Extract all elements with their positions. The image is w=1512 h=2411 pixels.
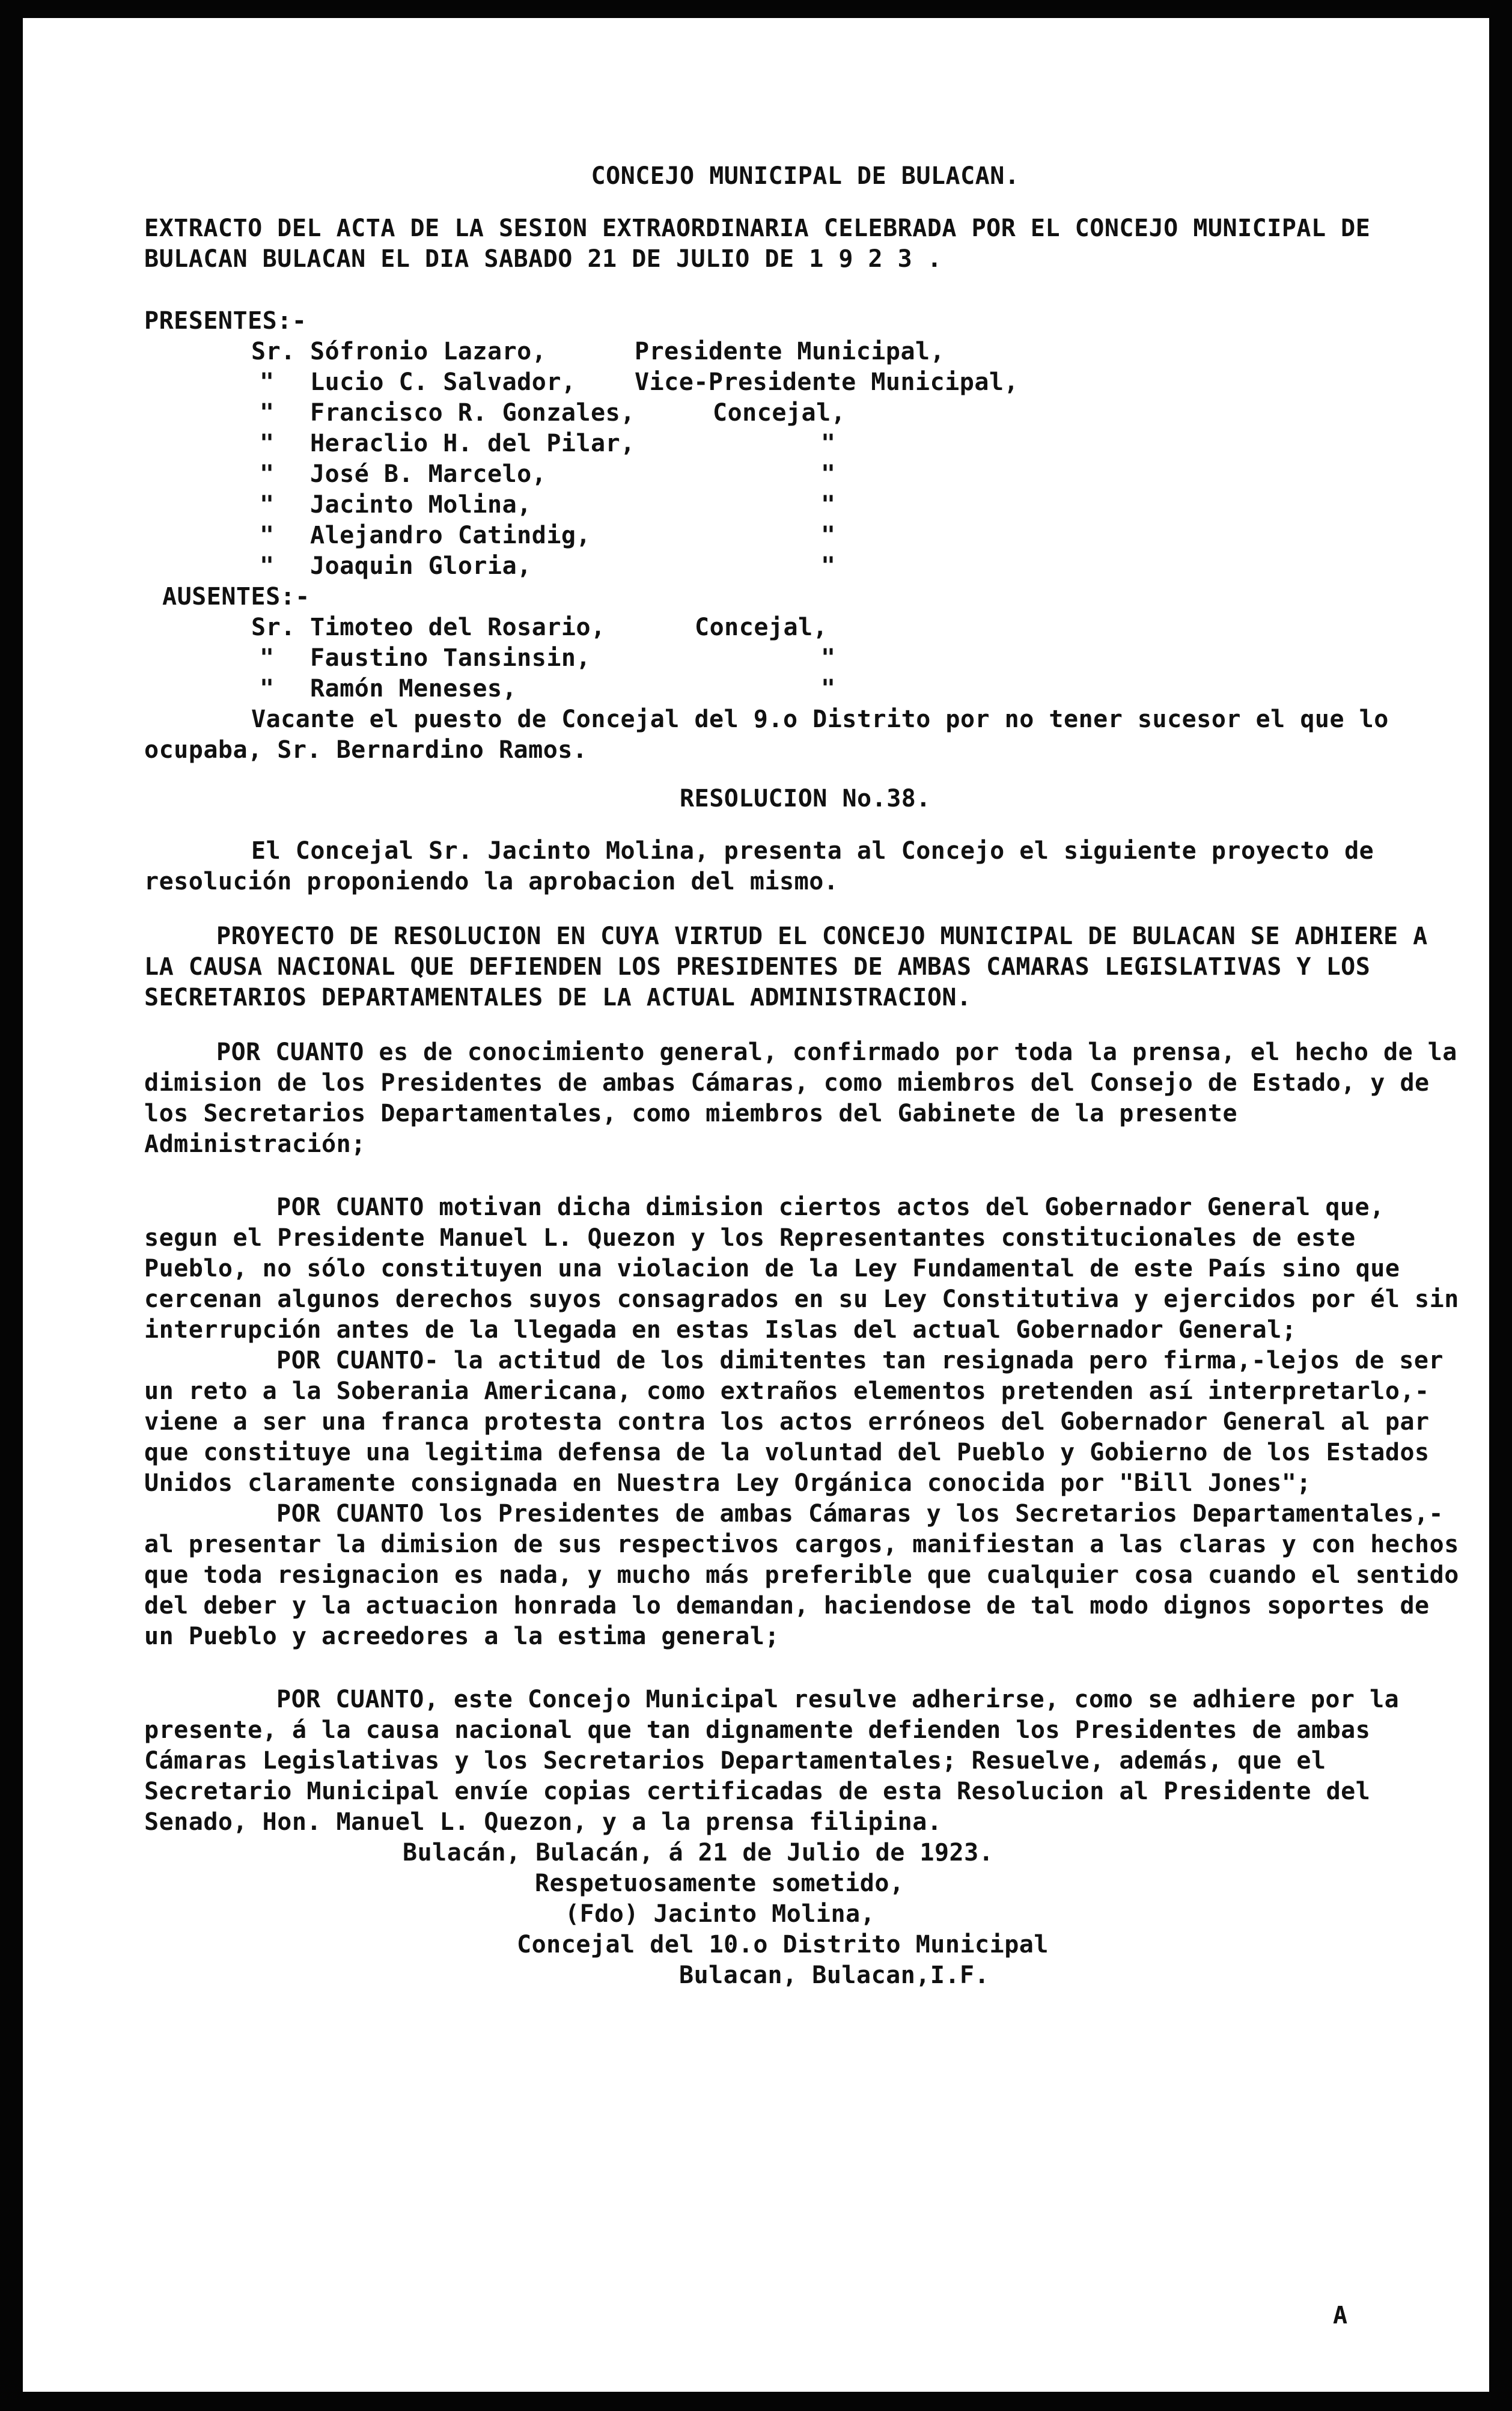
member-row: " Francisco R. Gonzales, Concejal, — [260, 399, 846, 427]
corner-mark: A — [1333, 2302, 1348, 2329]
document-body — [144, 161, 1474, 1991]
vacante-note: Vacante el puesto de Concejal del 9.o Distrito por no tener sucesor el que lo ocupaba, Sr. Bernardino Ramos. — [144, 706, 1404, 764]
member-row: " Ramón Meneses, " — [260, 675, 836, 703]
considerando-3: POR CUANTO- la actitud de los dimitentes tan resignada pero firma,-lejos de ser un reto a la Soberania Americana, como extraños elementos pretenden así interpretarlo,-viene a ser una franca protesta contra los actos erróneos del Gobernador General al par que constituye una legitima defensa de la voluntad del Pueblo y Gobierno de los Estados Unidos claramente consignada en Nuestra Ley Orgánica conocida por "Bill Jones"; — [144, 1347, 1459, 1497]
member-row: " Joaquin Gloria, " — [260, 552, 836, 580]
member-row: " Lucio C. Salvador, Vice-Presidente Municipal, — [260, 368, 1019, 396]
member-row: " José B. Marcelo, " — [260, 460, 836, 488]
signer-role: Concejal del 10.o Distrito Municipal — [517, 1931, 1049, 1958]
member-row: " Jacinto Molina, " — [260, 491, 836, 519]
signature-block — [144, 1838, 1466, 1991]
document-title: CONCEJO MUNICIPAL DE BULACAN. — [591, 162, 1020, 190]
resolution-title: RESOLUCION No.38. — [680, 785, 931, 812]
considerando-5: POR CUANTO, este Concejo Municipal resulve adherirse, como se adhiere por la presente, á la causa nacional que tan dignamente defienden los Presidentes de ambas Cámaras Legislativas y los Secretarios Departamentales; Resuelve, además, que el Secretario Municipal envíe copias certificadas de esta Resolucion al Presidente del Senado, Hon. Manuel L. Quezon, y a la prensa filipina. — [144, 1686, 1414, 1836]
ausentes-heading: AUSENTES:- — [162, 583, 310, 611]
presentes-list — [144, 337, 1466, 582]
signer-location: Bulacan, Bulacan,I.F. — [679, 1961, 990, 1989]
ausentes-list — [144, 612, 1466, 704]
member-row: " Heraclio H. del Pilar, " — [260, 430, 836, 457]
extract-heading: EXTRACTO DEL ACTA DE LA SESION EXTRAORDINARIA CELEBRADA POR EL CONCEJO MUNICIPAL DE BULACAN BULACAN EL DIA SABADO 21 DE JULIO DE 1 9 2 3 . — [144, 215, 1385, 273]
submitted-line: Respetuosamente sometido, — [535, 1870, 904, 1897]
intro-paragraph: El Concejal Sr. Jacinto Molina, presenta al Concejo el siguiente proyecto de resolución proponiendo la aprobacion del mismo. — [144, 837, 1389, 895]
member-row: " Faustino Tansinsin, " — [260, 644, 836, 672]
document-page — [23, 18, 1489, 2392]
member-row: Sr. Sófronio Lazaro, Presidente Municipal, — [251, 338, 945, 365]
considerando-1: POR CUANTO es de conocimiento general, confirmado por toda la prensa, el hecho de la dimision de los Presidentes de ambas Cámaras, como miembros del Consejo de Estado, y de los Secretarios Departamentales, como miembros del Gabinete de la presente Administración; — [144, 1038, 1472, 1158]
considerando-4: POR CUANTO los Presidentes de ambas Cámaras y los Secretarios Departamentales,- al presentar la dimision de sus respectivos cargos, manifiestan a las claras y con hechos que toda resignacion es nada, y mucho más preferible que cualquier cosa cuando el sentido del deber y la actuacion honrada lo demandan, haciendose de tal modo dignos soportes de un Pueblo y acreedores a la estima general; — [144, 1500, 1474, 1650]
signer-name: (Fdo) Jacinto Molina, — [565, 1900, 876, 1928]
considerando-2: POR CUANTO motivan dicha dimision ciertos actos del Gobernador General que, segun el Presidente Manuel L. Quezon y los Representantes constitucionales de este Pueblo, no sólo constituyen una violacion de la Ley Fundamental de este País sino que cercenan algunos derechos suyos consagrados en su Ley Constitutiva y ejercidos por él sin interrupción antes de la llegada en estas Islas del actual Gobernador General; — [144, 1193, 1474, 1344]
proyecto-heading: PROYECTO DE RESOLUCION EN CUYA VIRTUD EL CONCEJO MUNICIPAL DE BULACAN SE ADHIERE A LA CAUSA NACIONAL QUE DEFIENDEN LOS PRESIDENTES DE AMBAS CAMARAS LEGISLATIVAS Y LOS SECRETARIOS DEPARTAMENTALES DE LA ACTUAL ADMINISTRACION. — [144, 922, 1443, 1011]
place-date: Bulacán, Bulacán, á 21 de Julio de 1923. — [403, 1839, 994, 1867]
presentes-heading: PRESENTES:- — [144, 307, 307, 335]
member-row: " Alejandro Catindig, " — [260, 522, 836, 549]
member-row: Sr. Timoteo del Rosario, Concejal, — [251, 614, 828, 641]
